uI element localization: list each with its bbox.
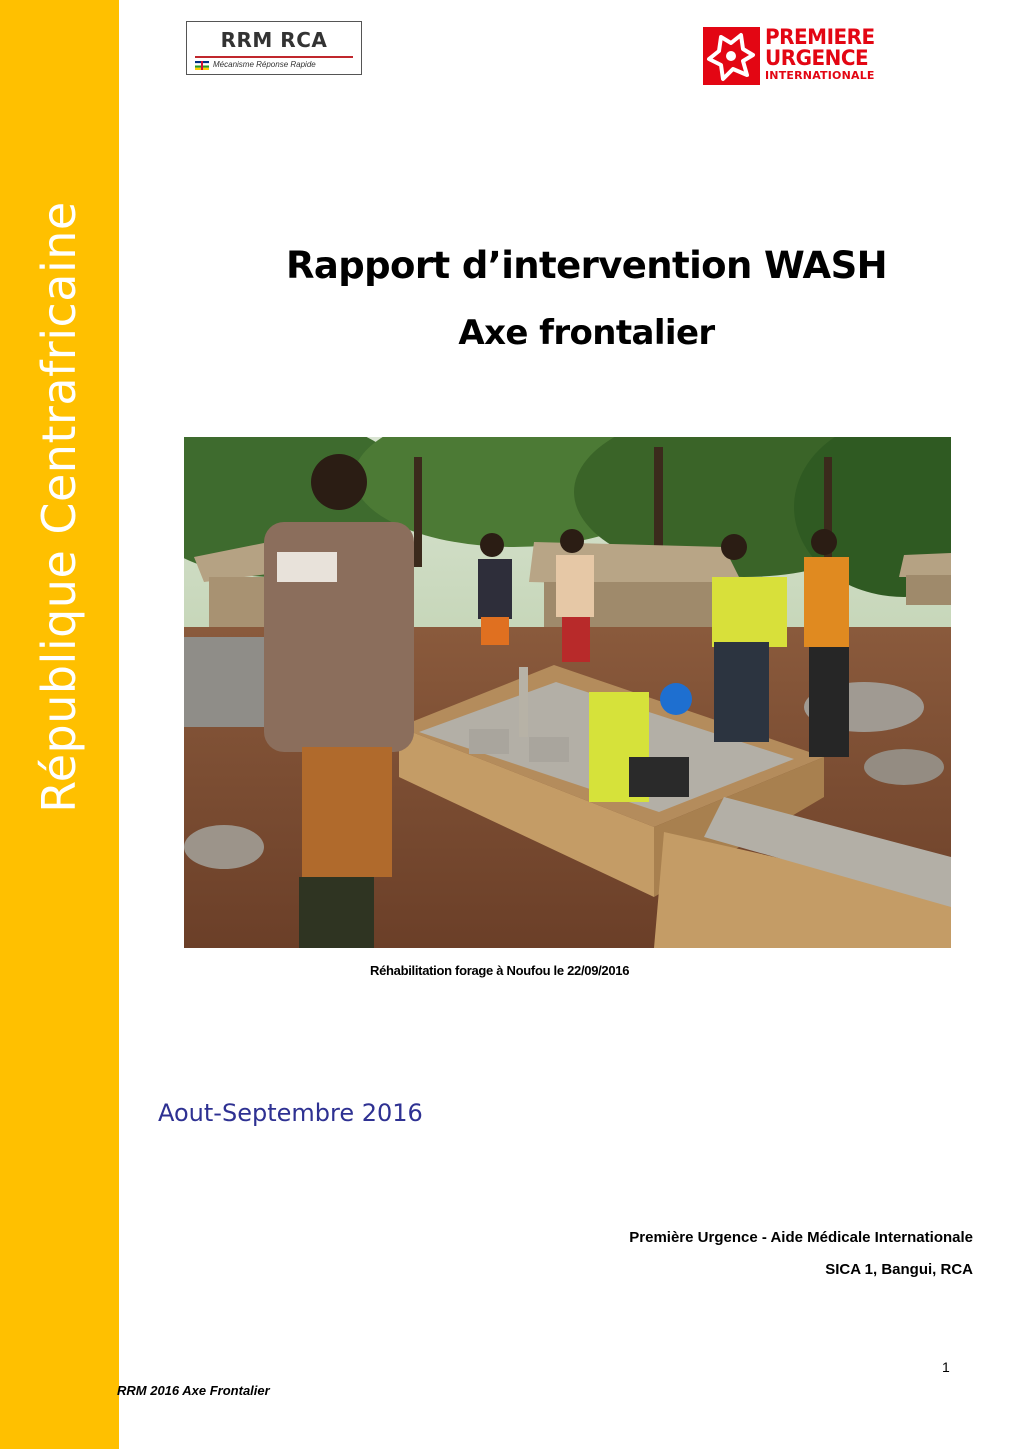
report-period: Aout-Septembre 2016 — [158, 1099, 423, 1127]
rrm-logo-underline — [195, 56, 353, 58]
pu-wordmark-line2: URGENCE — [765, 46, 869, 70]
pu-wordmark-line3: INTERNATIONALE — [765, 69, 875, 82]
rrm-logo-title: RRM RCA — [220, 28, 328, 52]
rrm-rca-logo — [186, 21, 362, 75]
premiere-urgence-logo — [703, 27, 893, 87]
organization-name: Première Urgence - Aide Médicale Internationale — [629, 1229, 973, 1246]
photo-caption: Réhabilitation forage à Noufou le 22/09/2016 — [370, 963, 630, 978]
rrm-logo-subtitle: Mécanisme Réponse Rapide — [213, 60, 316, 69]
organization-address: SICA 1, Bangui, RCA — [825, 1261, 973, 1278]
pu-wordmark-line1: PREMIERE — [765, 25, 875, 49]
sidebar-band — [0, 0, 119, 1449]
car-flag-icon — [195, 61, 209, 70]
report-title: Rapport d’intervention WASH — [285, 244, 888, 287]
pu-emblem-icon — [703, 27, 760, 85]
sidebar-country-label: République Centrafricaine — [32, 201, 86, 813]
page-number: 1 — [942, 1359, 950, 1375]
footer-text: RRM 2016 Axe Frontalier — [117, 1383, 270, 1398]
report-subtitle: Axe frontalier — [458, 313, 715, 353]
cover-photo — [184, 437, 951, 948]
pu-wordmark — [765, 27, 880, 81]
